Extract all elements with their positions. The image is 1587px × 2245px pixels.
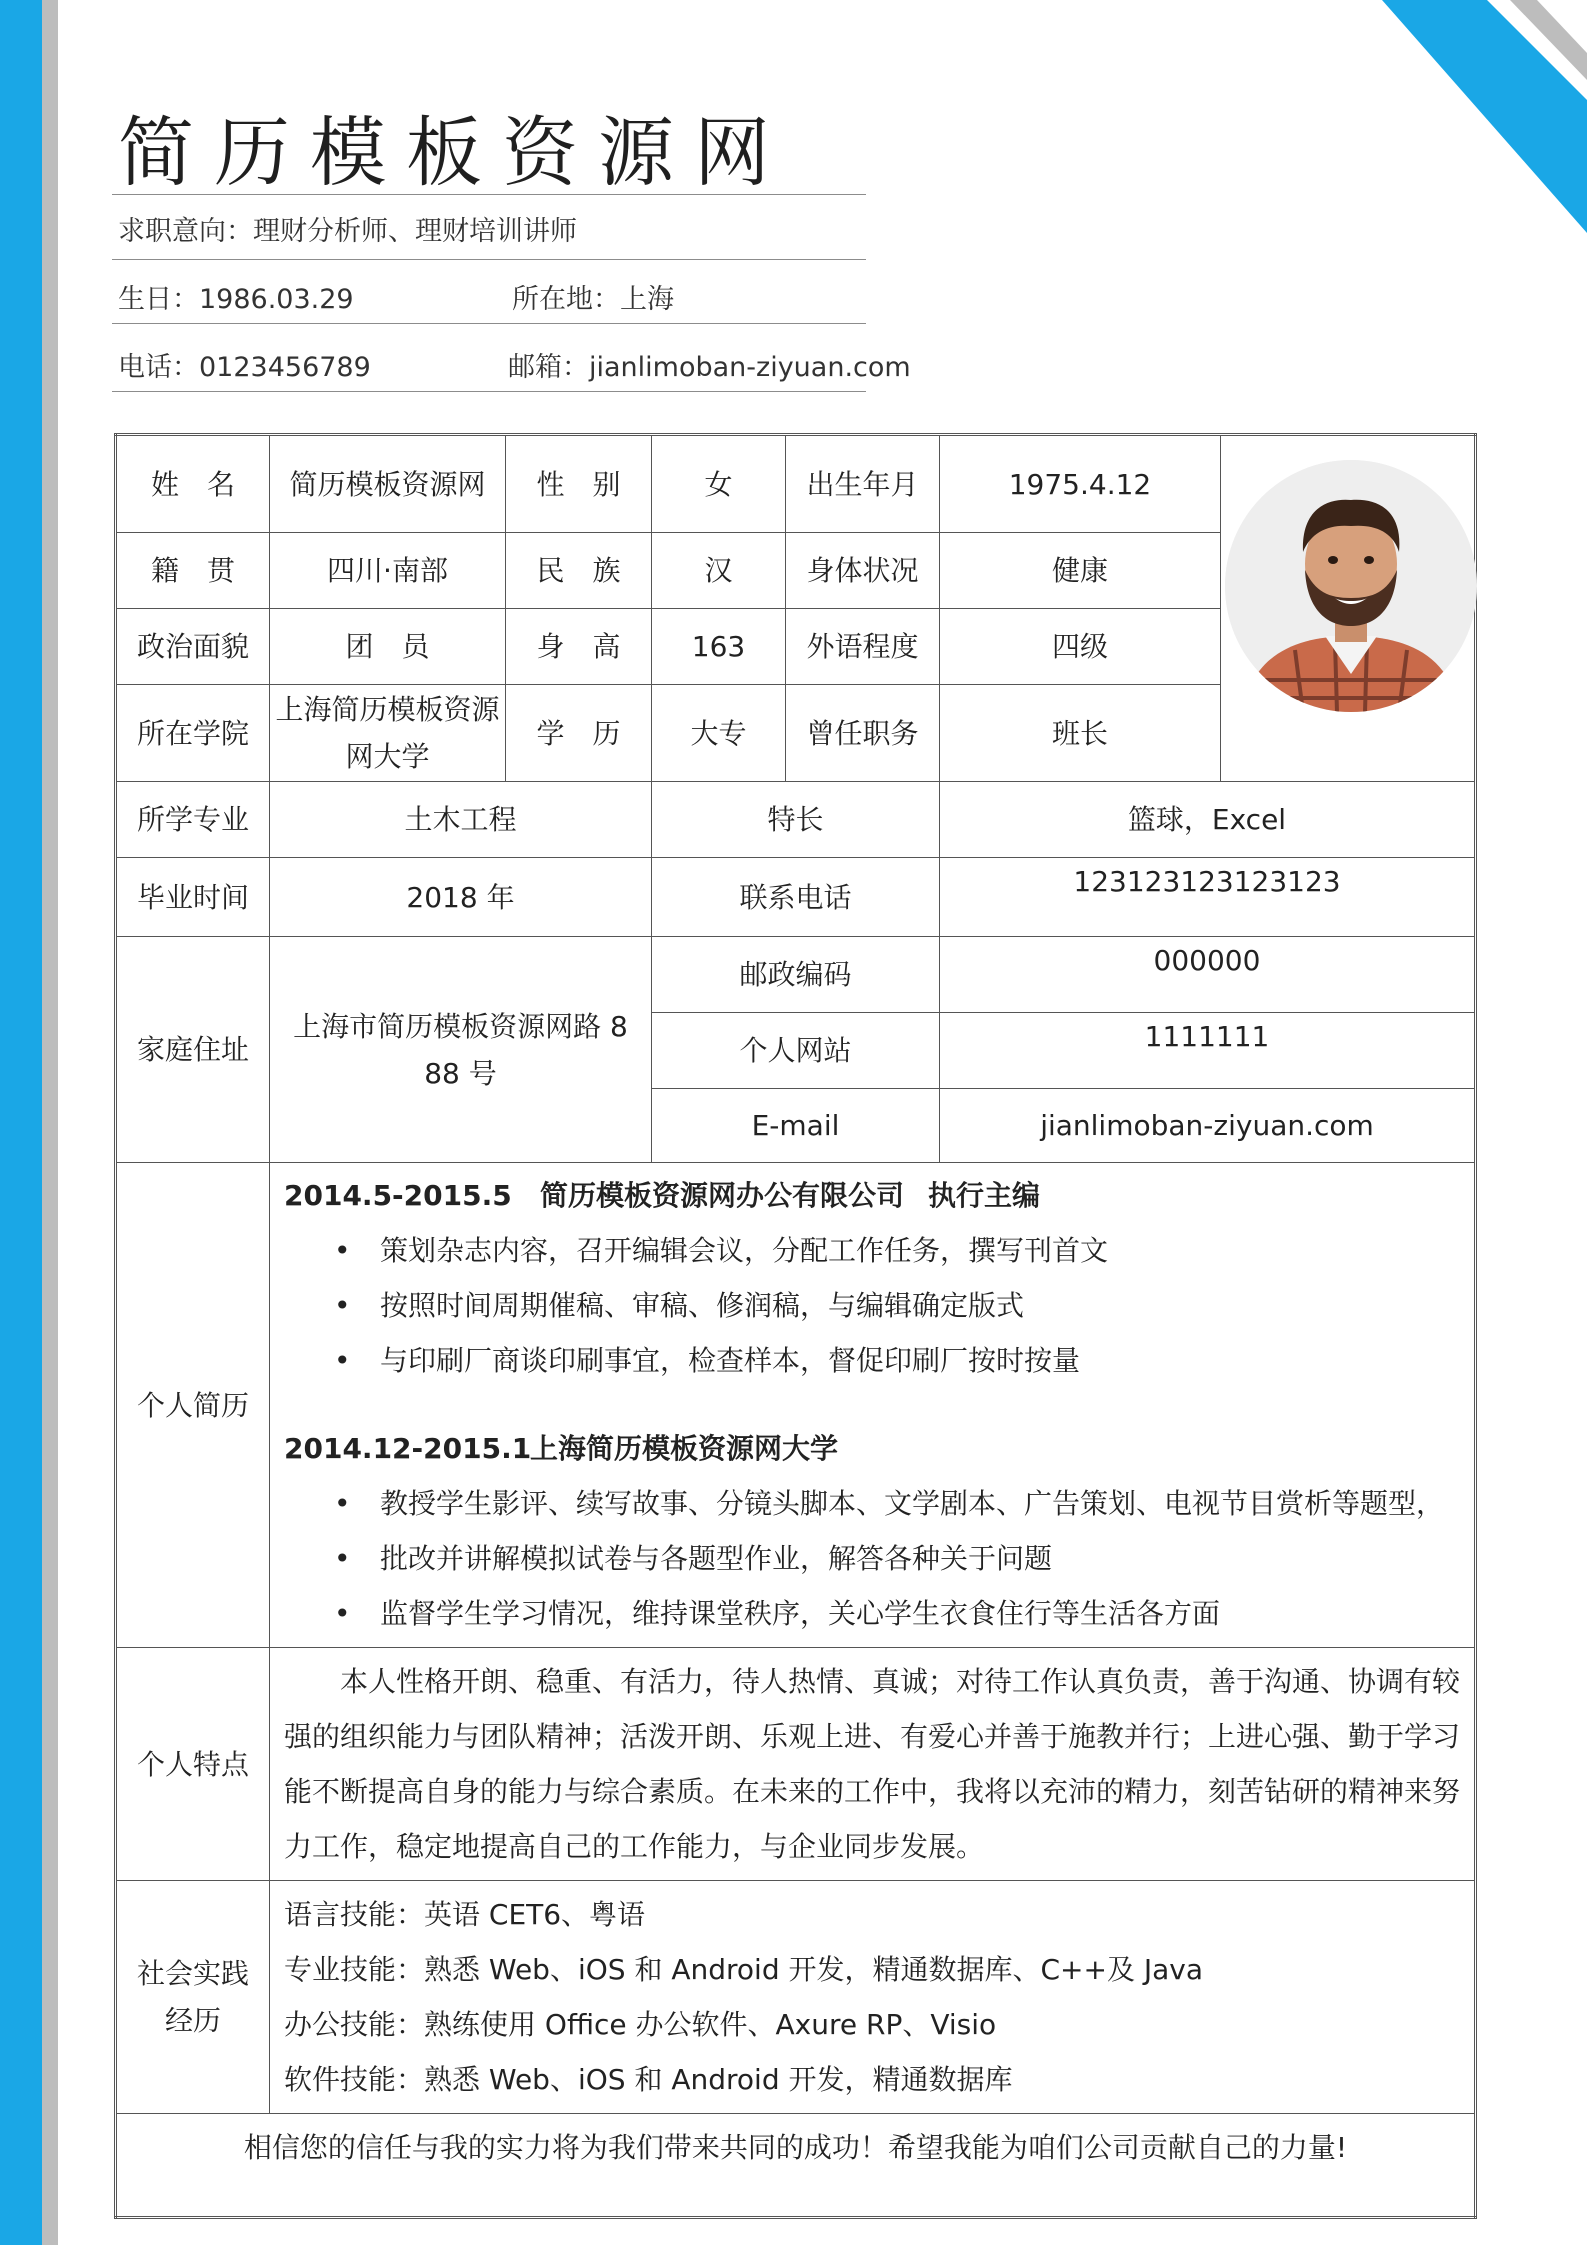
birthday: 生日：1986.03.29 [118, 284, 354, 315]
site-value: 1111111 [940, 1013, 1476, 1089]
skill-label: 特长 [652, 782, 940, 858]
traits-label: 个人特点 [116, 1648, 270, 1881]
skill-line: 语言技能：英语 CET6、粤语 [284, 1898, 646, 1931]
practice-label: 社会实践经历 [116, 1881, 270, 2114]
job-heading [284, 1426, 1460, 1472]
height-label: 身 高 [506, 609, 652, 685]
mail-value: jianlimoban-ziyuan.com [940, 1089, 1476, 1163]
portrait-photo [1225, 460, 1477, 712]
grad-label: 毕业时间 [116, 858, 270, 937]
divider [112, 391, 866, 392]
edu-value: 大专 [652, 685, 786, 782]
major-value: 土木工程 [270, 782, 652, 858]
job-period: 2014.5-2015.5 [284, 1179, 512, 1212]
closing-statement: 相信您的信任与我的实力将为我们带来共同的成功！希望我能为咱们公司贡献自己的力量! [116, 2114, 1476, 2218]
job-heading [284, 1173, 1460, 1219]
list-item: • 监督学生学习情况，维持课堂秩序，关心学生衣食住行等生活各方面 [284, 1586, 1460, 1641]
resume-content [270, 1163, 1476, 1648]
political-value: 团 员 [270, 609, 506, 685]
page-title: 简历模板资源网 [118, 108, 790, 197]
divider [112, 323, 866, 324]
grad-value: 2018 年 [270, 858, 652, 937]
practice-content [270, 1881, 1476, 2114]
ethnic-value: 汉 [652, 533, 786, 609]
college-value: 上海简历模板资源网大学 [270, 685, 506, 782]
major-label: 所学专业 [116, 782, 270, 858]
zip-value: 000000 [940, 937, 1476, 1013]
skill-line: 办公技能：熟练使用 Office 办公软件、Axure RP、Visio [284, 2008, 997, 2041]
health-value: 健康 [940, 533, 1221, 609]
skill-value: 篮球，Excel [940, 782, 1476, 858]
phone: 电话：0123456789 [118, 352, 371, 383]
language-value: 四级 [940, 609, 1221, 685]
job-role: 执行主编 [928, 1179, 1041, 1212]
duty-list [284, 1476, 1460, 1641]
health-label: 身体状况 [786, 533, 940, 609]
ethnic-label: 民 族 [506, 533, 652, 609]
native-label: 籍 贯 [116, 533, 270, 609]
resume-table [114, 433, 1477, 2219]
divider [112, 259, 866, 260]
gender-label: 性 别 [506, 435, 652, 533]
list-item: • 策划杂志内容，召开编辑会议，分配工作任务，撰写刊首文 [284, 1223, 1460, 1278]
name-label: 姓 名 [116, 435, 270, 533]
birth-value: 1975.4.12 [940, 435, 1221, 533]
height-value: 163 [652, 609, 786, 685]
resume-label: 个人简历 [116, 1163, 270, 1648]
native-value: 四川·南部 [270, 533, 506, 609]
edu-label: 学 历 [506, 685, 652, 782]
language-label: 外语程度 [786, 609, 940, 685]
political-label: 政治面貌 [116, 609, 270, 685]
job-org: 上海简历模板资源网大学 [530, 1432, 839, 1465]
list-item: • 按照时间周期催稿、审稿、修润稿，与编辑确定版式 [284, 1278, 1460, 1333]
left-accent-bar [0, 0, 42, 2245]
traits-text: 本人性格开朗、稳重、有活力，待人热情、真诚；对待工作认真负责，善于沟通、协调有较强的组织能力与团队精神；活泼开朗、乐观上进、有爱心并善于施教并行；上进心强、勤于学习能不断提高自身的能力与综合素质。在未来的工作中，我将以充沛的精力，刻苦钻研的精神来努力工作，稳定地提高自己的工作能力，与企业同步发展。 [284, 1665, 1461, 1863]
post-value: 班长 [940, 685, 1221, 782]
zip-label: 邮政编码 [652, 937, 940, 1013]
left-grey-bar [42, 0, 58, 2245]
job-org: 简历模板资源网办公有限公司 [540, 1179, 905, 1212]
skill-line: 专业技能：熟悉 Web、iOS 和 Android 开发，精通数据库、C++及 Java [284, 1953, 1204, 1986]
duty-list [284, 1223, 1460, 1388]
traits-content [270, 1648, 1476, 1881]
list-item: • 教授学生影评、续写故事、分镜头脚本、文学剧本、广告策划、电视节目赏析等题型， [284, 1476, 1460, 1531]
name-value: 简历模板资源网 [270, 435, 506, 533]
person-icon [1225, 460, 1477, 712]
divider [112, 194, 866, 195]
job-intent: 求职意向：理财分析师、理财培训讲师 [118, 216, 577, 247]
tel-label: 联系电话 [652, 858, 940, 937]
corner-stripes [1187, 0, 1587, 380]
list-item: • 批改并讲解模拟试卷与各题型作业，解答各种关于问题 [284, 1531, 1460, 1586]
tel-value: 123123123123123 [940, 858, 1476, 937]
birth-label: 出生年月 [786, 435, 940, 533]
addr-value: 上海市简历模板资源网路 888 号 [270, 937, 652, 1163]
location: 所在地：上海 [512, 284, 674, 315]
college-label: 所在学院 [116, 685, 270, 782]
skill-line: 软件技能：熟悉 Web、iOS 和 Android 开发，精通数据库 [284, 2063, 1013, 2096]
addr-label: 家庭住址 [116, 937, 270, 1163]
list-item: • 与印刷厂商谈印刷事宜，检查样本，督促印刷厂按时按量 [284, 1333, 1460, 1388]
mail-label: E-mail [652, 1089, 940, 1163]
post-label: 曾任职务 [786, 685, 940, 782]
site-label: 个人网站 [652, 1013, 940, 1089]
photo-cell [1221, 435, 1476, 782]
email: 邮箱：jianlimoban-ziyuan.com [508, 352, 911, 383]
job-period: 2014.12-2015.1 [284, 1432, 532, 1465]
gender-value: 女 [652, 435, 786, 533]
